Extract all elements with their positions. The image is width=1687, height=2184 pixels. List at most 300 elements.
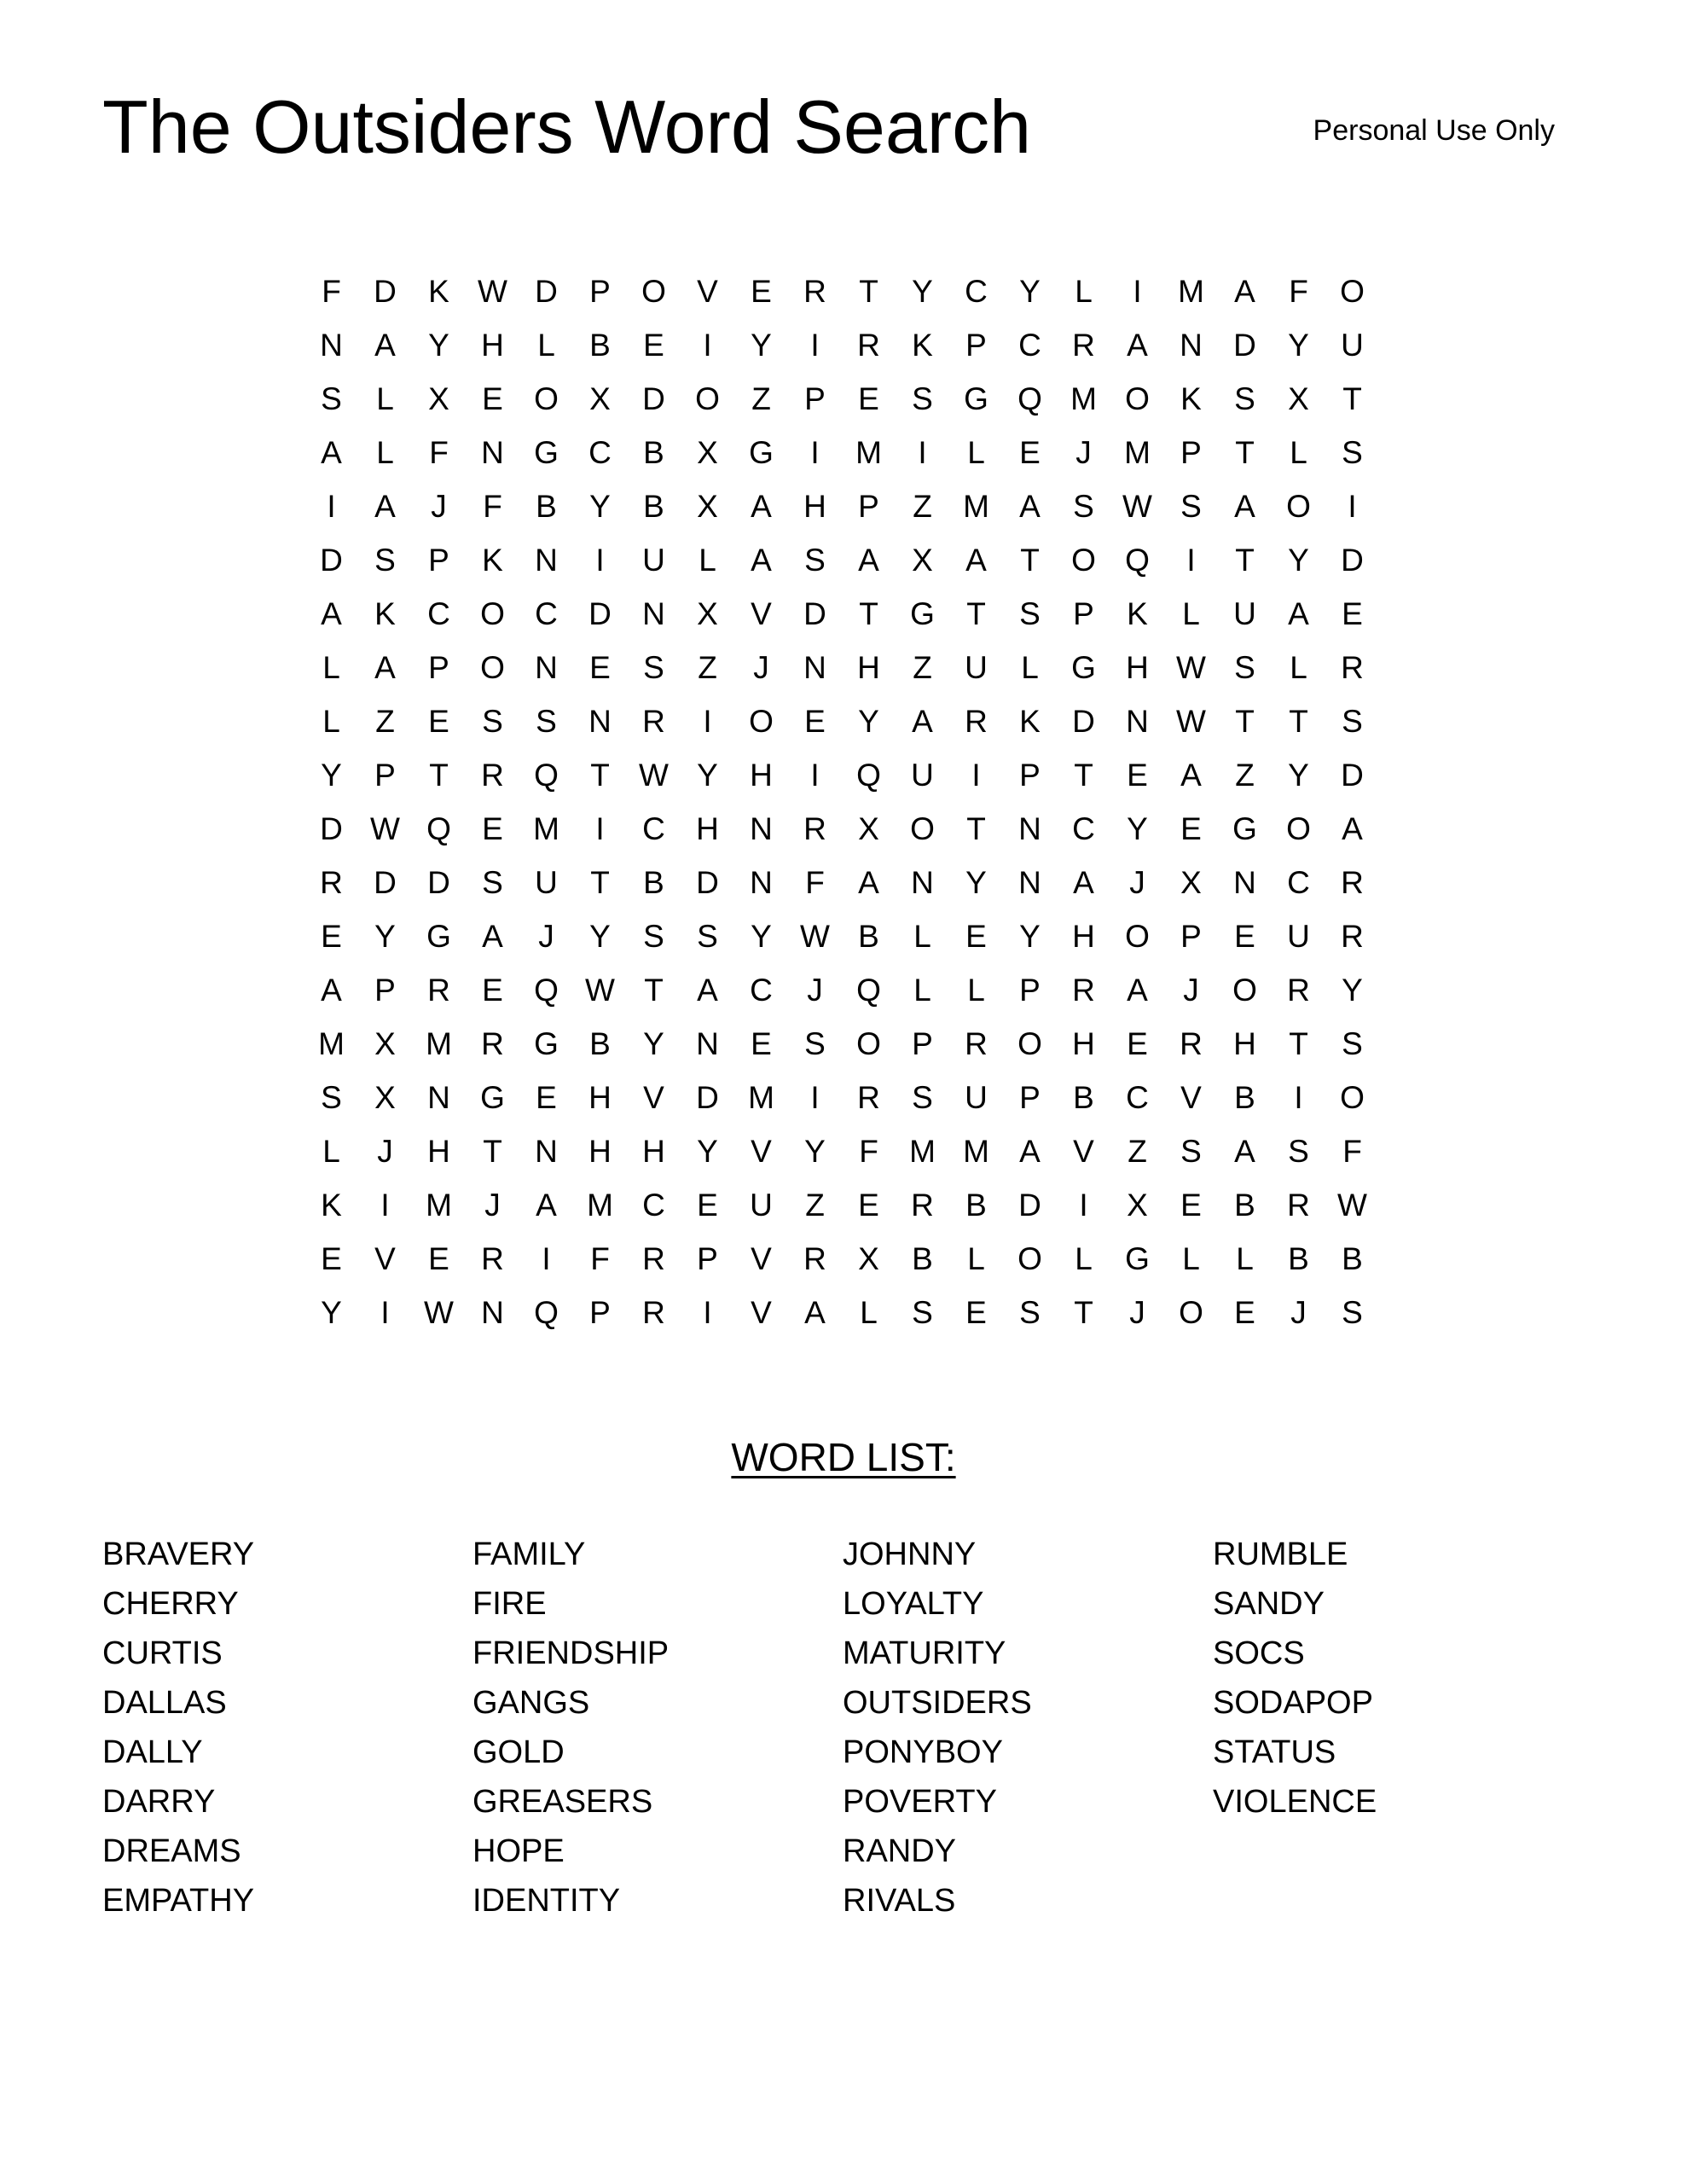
- grid-letter: U: [911, 758, 934, 793]
- grid-letter: I: [810, 328, 820, 363]
- grid-letter: I: [327, 489, 336, 524]
- grid-letter: B: [589, 1026, 611, 1061]
- grid-letter: D: [374, 865, 397, 900]
- grid-letter: N: [535, 650, 558, 685]
- grid-letter: G: [534, 1026, 559, 1061]
- grid-letter: G: [1125, 1241, 1150, 1276]
- grid-letter: C: [1072, 811, 1095, 846]
- grid-letter: W: [1337, 1188, 1367, 1223]
- grid-letter: E: [1019, 435, 1041, 470]
- grid-letter: H: [427, 1134, 450, 1169]
- grid-letter: X: [912, 543, 933, 578]
- grid-letter: A: [1234, 489, 1255, 524]
- grid-letter: H: [1072, 919, 1095, 954]
- grid-letter: O: [1017, 1026, 1042, 1061]
- grid-letter: W: [424, 1295, 454, 1330]
- grid-letter: Y: [374, 919, 396, 954]
- grid-letter: M: [963, 1134, 989, 1169]
- grid-letter: F: [859, 1134, 878, 1169]
- grid-letter: K: [428, 274, 449, 309]
- grid-letter: E: [751, 1026, 772, 1061]
- grid-letter: S: [1019, 596, 1041, 631]
- grid-letter: W: [585, 973, 615, 1008]
- grid-letter: N: [427, 1080, 450, 1115]
- word-list-item: IDENTITY: [472, 1883, 621, 1919]
- grid-letter: V: [1073, 1134, 1094, 1169]
- grid-letter: M: [1124, 435, 1151, 470]
- grid-letter: R: [642, 1295, 665, 1330]
- grid-letter: L: [1236, 1241, 1254, 1276]
- grid-letter: L: [1290, 650, 1307, 685]
- grid-letter: D: [374, 274, 397, 309]
- grid-letter: O: [1340, 274, 1365, 309]
- grid-letter: T: [1289, 704, 1308, 739]
- grid-letter: O: [1286, 811, 1311, 846]
- grid-letter: A: [858, 543, 879, 578]
- grid-letter: T: [1074, 758, 1093, 793]
- grid-letter: N: [481, 435, 504, 470]
- grid-letter: R: [965, 704, 988, 739]
- grid-letter: K: [482, 543, 503, 578]
- grid-letter: A: [1073, 865, 1094, 900]
- grid-letter: E: [1342, 596, 1363, 631]
- grid-letter: E: [321, 919, 342, 954]
- grid-letter: F: [322, 274, 341, 309]
- grid-letter: A: [1234, 1134, 1255, 1169]
- grid-letter: C: [642, 811, 665, 846]
- word-list-item: CURTIS: [102, 1635, 223, 1671]
- word-list-item: BRAVERY: [102, 1536, 255, 1572]
- grid-letter: E: [1180, 811, 1202, 846]
- grid-letter: D: [803, 596, 826, 631]
- grid-letter: K: [912, 328, 933, 363]
- grid-letter: O: [1071, 543, 1096, 578]
- grid-letter: D: [1341, 758, 1364, 793]
- grid-letter: R: [803, 811, 826, 846]
- grid-letter: D: [696, 865, 719, 900]
- grid-letter: A: [1180, 758, 1202, 793]
- grid-letter: T: [1020, 543, 1040, 578]
- grid-letter: X: [858, 1241, 879, 1276]
- grid-letter: A: [912, 704, 933, 739]
- letter-grid: [304, 264, 1379, 1339]
- grid-letter: S: [912, 1295, 933, 1330]
- grid-letter: W: [1176, 650, 1206, 685]
- grid-letter: W: [1122, 489, 1152, 524]
- grid-letter: S: [1342, 1295, 1363, 1330]
- grid-letter: J: [807, 973, 823, 1008]
- grid-letter: B: [643, 489, 664, 524]
- grid-letter: A: [804, 1295, 826, 1330]
- grid-letter: P: [428, 543, 449, 578]
- grid-letter: Z: [913, 489, 932, 524]
- word-list-item: RANDY: [843, 1833, 957, 1869]
- grid-letter: D: [535, 274, 558, 309]
- grid-letter: A: [374, 650, 396, 685]
- grid-letter: A: [751, 489, 772, 524]
- grid-letter: U: [1341, 328, 1364, 363]
- word-list-column: [1213, 1530, 1583, 1926]
- grid-letter: H: [1126, 650, 1149, 685]
- grid-letter: E: [1180, 1188, 1202, 1223]
- grid-letter: C: [750, 973, 773, 1008]
- grid-letter: S: [1019, 1295, 1041, 1330]
- grid-letter: U: [1287, 919, 1310, 954]
- grid-letter: T: [966, 811, 986, 846]
- grid-letter: V: [751, 1295, 772, 1330]
- grid-letter: D: [1341, 543, 1364, 578]
- grid-letter: S: [804, 543, 826, 578]
- grid-letter: U: [965, 1080, 988, 1115]
- word-list-item: LOYALTY: [843, 1586, 984, 1622]
- grid-letter: C: [535, 596, 558, 631]
- grid-letter: S: [1234, 381, 1255, 416]
- grid-letter: Y: [1342, 973, 1363, 1008]
- grid-letter: R: [481, 1241, 504, 1276]
- grid-letter: L: [1182, 1241, 1200, 1276]
- word-list-item: JOHNNY: [843, 1536, 977, 1572]
- grid-letter: N: [642, 596, 665, 631]
- grid-letter: S: [697, 919, 718, 954]
- grid-letter: N: [535, 543, 558, 578]
- grid-letter: D: [1233, 328, 1256, 363]
- grid-letter: S: [1342, 1026, 1363, 1061]
- grid-letter: Y: [1288, 543, 1309, 578]
- grid-letter: Z: [698, 650, 717, 685]
- grid-letter: E: [697, 1188, 718, 1223]
- grid-letter: E: [858, 1188, 879, 1223]
- grid-letter: O: [856, 1026, 881, 1061]
- grid-letter: R: [803, 1241, 826, 1276]
- grid-letter: M: [426, 1026, 452, 1061]
- word-list-item: GOLD: [472, 1734, 565, 1770]
- grid-letter: A: [1019, 1134, 1041, 1169]
- grid-letter: Z: [751, 381, 771, 416]
- grid-letter: O: [695, 381, 720, 416]
- grid-letter: Y: [697, 1134, 718, 1169]
- grid-letter: H: [750, 758, 773, 793]
- grid-letter: L: [376, 381, 394, 416]
- grid-letter: Q: [534, 973, 559, 1008]
- word-list-item: PONYBOY: [843, 1734, 1003, 1770]
- grid-letter: O: [910, 811, 935, 846]
- grid-letter: B: [965, 1188, 987, 1223]
- grid-letter: J: [431, 489, 447, 524]
- grid-letter: Y: [1288, 758, 1309, 793]
- grid-letter: Y: [965, 865, 987, 900]
- grid-letter: X: [1288, 381, 1309, 416]
- grid-letter: Y: [321, 1295, 342, 1330]
- grid-letter: L: [967, 973, 985, 1008]
- grid-letter: L: [1021, 650, 1039, 685]
- usage-note: Personal Use Only: [1313, 114, 1555, 147]
- grid-letter: N: [696, 1026, 719, 1061]
- grid-letter: M: [909, 1134, 936, 1169]
- grid-letter: I: [810, 435, 820, 470]
- grid-letter: T: [1074, 1295, 1093, 1330]
- grid-letter: A: [697, 973, 718, 1008]
- grid-letter: N: [535, 1134, 558, 1169]
- grid-letter: I: [703, 704, 712, 739]
- grid-letter: E: [536, 1080, 557, 1115]
- grid-letter: P: [589, 1295, 611, 1330]
- grid-letter: J: [538, 919, 554, 954]
- grid-letter: E: [482, 973, 503, 1008]
- grid-letter: L: [322, 704, 340, 739]
- grid-letter: T: [644, 973, 664, 1008]
- grid-letter: S: [912, 381, 933, 416]
- grid-letter: C: [588, 435, 612, 470]
- grid-letter: A: [1342, 811, 1363, 846]
- grid-letter: X: [589, 381, 611, 416]
- grid-letter: N: [1233, 865, 1256, 900]
- grid-letter: X: [1127, 1188, 1148, 1223]
- grid-letter: O: [1232, 973, 1257, 1008]
- grid-letter: J: [484, 1188, 501, 1223]
- grid-letter: Y: [589, 489, 611, 524]
- grid-letter: I: [703, 328, 712, 363]
- grid-letter: A: [321, 596, 342, 631]
- grid-letter: K: [374, 596, 396, 631]
- grid-letter: I: [971, 758, 981, 793]
- grid-letter: P: [965, 328, 987, 363]
- grid-letter: N: [588, 704, 612, 739]
- word-list-heading: [0, 1435, 1687, 1479]
- grid-letter: T: [1235, 704, 1255, 739]
- grid-letter: S: [1180, 489, 1202, 524]
- grid-letter: C: [1018, 328, 1041, 363]
- grid-letter: R: [1180, 1026, 1203, 1061]
- grid-letter: I: [542, 1241, 551, 1276]
- grid-letter: I: [1079, 1188, 1088, 1223]
- grid-letter: C: [1287, 865, 1310, 900]
- grid-letter: E: [858, 381, 879, 416]
- grid-letter: K: [1180, 381, 1202, 416]
- grid-letter: B: [1073, 1080, 1094, 1115]
- grid-letter: J: [377, 1134, 393, 1169]
- grid-letter: H: [857, 650, 880, 685]
- word-list-column: [102, 1530, 472, 1926]
- grid-letter: O: [1286, 489, 1311, 524]
- grid-letter: R: [320, 865, 343, 900]
- word-list-item: SANDY: [1213, 1586, 1325, 1622]
- grid-letter: V: [751, 596, 772, 631]
- grid-letter: H: [696, 811, 719, 846]
- word-list-item: GANGS: [472, 1685, 590, 1721]
- grid-letter: J: [1290, 1295, 1307, 1330]
- grid-letter: L: [1182, 596, 1200, 631]
- grid-letter: X: [858, 811, 879, 846]
- grid-letter: Y: [751, 919, 772, 954]
- grid-letter: C: [427, 596, 450, 631]
- grid-letter: E: [428, 704, 449, 739]
- word-list-item: FAMILY: [472, 1536, 586, 1572]
- grid-letter: E: [589, 650, 611, 685]
- grid-letter: H: [588, 1080, 612, 1115]
- grid-letter: M: [587, 1188, 613, 1223]
- grid-letter: E: [751, 274, 772, 309]
- grid-letter: N: [1018, 811, 1041, 846]
- grid-letter: S: [482, 865, 503, 900]
- grid-letter: R: [965, 1026, 988, 1061]
- grid-letter: H: [1233, 1026, 1256, 1061]
- grid-letter: Y: [428, 328, 449, 363]
- grid-letter: J: [1075, 435, 1092, 470]
- grid-letter: Q: [1017, 381, 1042, 416]
- word-list-item: STATUS: [1213, 1734, 1336, 1770]
- grid-letter: L: [376, 435, 394, 470]
- grid-letter: B: [858, 919, 879, 954]
- grid-letter: T: [859, 274, 878, 309]
- grid-letter: I: [703, 1295, 712, 1330]
- grid-letter: T: [1235, 435, 1255, 470]
- grid-letter: U: [1233, 596, 1256, 631]
- grid-letter: A: [1288, 596, 1309, 631]
- grid-letter: E: [643, 328, 664, 363]
- grid-letter: C: [1126, 1080, 1149, 1115]
- grid-letter: A: [1127, 328, 1148, 363]
- grid-letter: A: [1019, 489, 1041, 524]
- grid-letter: Z: [913, 650, 932, 685]
- grid-letter: O: [1017, 1241, 1042, 1276]
- grid-letter: S: [1234, 650, 1255, 685]
- grid-letter: J: [1129, 1295, 1145, 1330]
- grid-letter: Z: [1128, 1134, 1147, 1169]
- grid-letter: U: [535, 865, 558, 900]
- grid-letter: A: [321, 435, 342, 470]
- grid-letter: I: [595, 811, 605, 846]
- grid-letter: E: [321, 1241, 342, 1276]
- grid-letter: J: [1183, 973, 1199, 1008]
- grid-letter: R: [642, 1241, 665, 1276]
- grid-letter: I: [918, 435, 927, 470]
- grid-letter: L: [1075, 274, 1093, 309]
- grid-letter: V: [697, 274, 718, 309]
- grid-letter: O: [1340, 1080, 1365, 1115]
- grid-letter: F: [1342, 1134, 1362, 1169]
- word-list-item: OUTSIDERS: [843, 1685, 1032, 1721]
- grid-letter: E: [965, 1295, 987, 1330]
- grid-letter: R: [481, 1026, 504, 1061]
- grid-letter: Q: [426, 811, 451, 846]
- grid-letter: P: [1073, 596, 1094, 631]
- grid-letter: I: [595, 543, 605, 578]
- grid-letter: O: [1125, 381, 1150, 416]
- grid-letter: E: [482, 381, 503, 416]
- word-list-item: DALLY: [102, 1734, 203, 1770]
- grid-letter: T: [1235, 543, 1255, 578]
- grid-letter: Q: [856, 758, 881, 793]
- grid-letter: O: [1179, 1295, 1203, 1330]
- grid-letter: X: [428, 381, 449, 416]
- grid-letter: S: [1342, 704, 1363, 739]
- grid-letter: F: [429, 435, 449, 470]
- grid-letter: M: [533, 811, 559, 846]
- grid-letter: H: [481, 328, 504, 363]
- grid-letter: M: [426, 1188, 452, 1223]
- grid-letter: O: [534, 381, 559, 416]
- grid-letter: R: [1287, 1188, 1310, 1223]
- word-list-item: FRIENDSHIP: [472, 1635, 670, 1671]
- grid-letter: Y: [1019, 274, 1041, 309]
- grid-letter: Y: [858, 704, 879, 739]
- grid-letter: D: [320, 543, 343, 578]
- grid-letter: Q: [534, 1295, 559, 1330]
- grid-letter: R: [857, 328, 880, 363]
- grid-letter: N: [1180, 328, 1203, 363]
- grid-letter: G: [964, 381, 988, 416]
- grid-letter: W: [1176, 704, 1206, 739]
- grid-letter: P: [374, 973, 396, 1008]
- grid-letter: Y: [751, 328, 772, 363]
- grid-letter: P: [374, 758, 396, 793]
- grid-letter: Y: [1288, 328, 1309, 363]
- grid-letter: E: [804, 704, 826, 739]
- grid-letter: I: [380, 1295, 390, 1330]
- grid-letter: Y: [804, 1134, 826, 1169]
- grid-letter: E: [1127, 758, 1148, 793]
- grid-letter: N: [750, 865, 773, 900]
- grid-letter: E: [1234, 919, 1255, 954]
- grid-letter: D: [1072, 704, 1095, 739]
- grid-letter: P: [1019, 973, 1041, 1008]
- grid-letter: I: [1133, 274, 1142, 309]
- grid-letter: X: [1180, 865, 1202, 900]
- grid-letter: Y: [1127, 811, 1148, 846]
- grid-letter: T: [429, 758, 449, 793]
- grid-letter: P: [1180, 435, 1202, 470]
- grid-letter: O: [641, 274, 666, 309]
- grid-letter: R: [1341, 865, 1364, 900]
- grid-letter: U: [750, 1188, 773, 1223]
- grid-letter: R: [1287, 973, 1310, 1008]
- grid-letter: I: [1348, 489, 1357, 524]
- word-list-column: [843, 1530, 1213, 1926]
- grid-letter: E: [965, 919, 987, 954]
- grid-letter: D: [642, 381, 665, 416]
- grid-letter: T: [590, 758, 610, 793]
- grid-letter: R: [911, 1188, 934, 1223]
- grid-letter: B: [912, 1241, 933, 1276]
- grid-letter: L: [967, 1241, 985, 1276]
- grid-letter: G: [534, 435, 559, 470]
- grid-letter: H: [588, 1134, 612, 1169]
- grid-letter: A: [374, 328, 396, 363]
- grid-letter: I: [1186, 543, 1196, 578]
- grid-letter: H: [642, 1134, 665, 1169]
- grid-letter: V: [751, 1241, 772, 1276]
- grid-letter: Y: [589, 919, 611, 954]
- grid-letter: V: [1180, 1080, 1202, 1115]
- grid-letter: N: [803, 650, 826, 685]
- grid-letter: R: [1341, 650, 1364, 685]
- grid-letter: Z: [375, 704, 395, 739]
- grid-letter: S: [321, 381, 342, 416]
- grid-letter: V: [374, 1241, 396, 1276]
- word-list-item: GREASERS: [472, 1784, 653, 1820]
- grid-letter: S: [1288, 1134, 1309, 1169]
- grid-letter: G: [426, 919, 451, 954]
- grid-letter: U: [642, 543, 665, 578]
- grid-letter: B: [643, 435, 664, 470]
- grid-letter: L: [699, 543, 716, 578]
- grid-letter: Y: [1019, 919, 1041, 954]
- grid-letter: O: [480, 650, 505, 685]
- grid-letter: Q: [534, 758, 559, 793]
- word-list-item: MATURITY: [843, 1635, 1006, 1671]
- grid-letter: A: [482, 919, 503, 954]
- grid-letter: M: [318, 1026, 345, 1061]
